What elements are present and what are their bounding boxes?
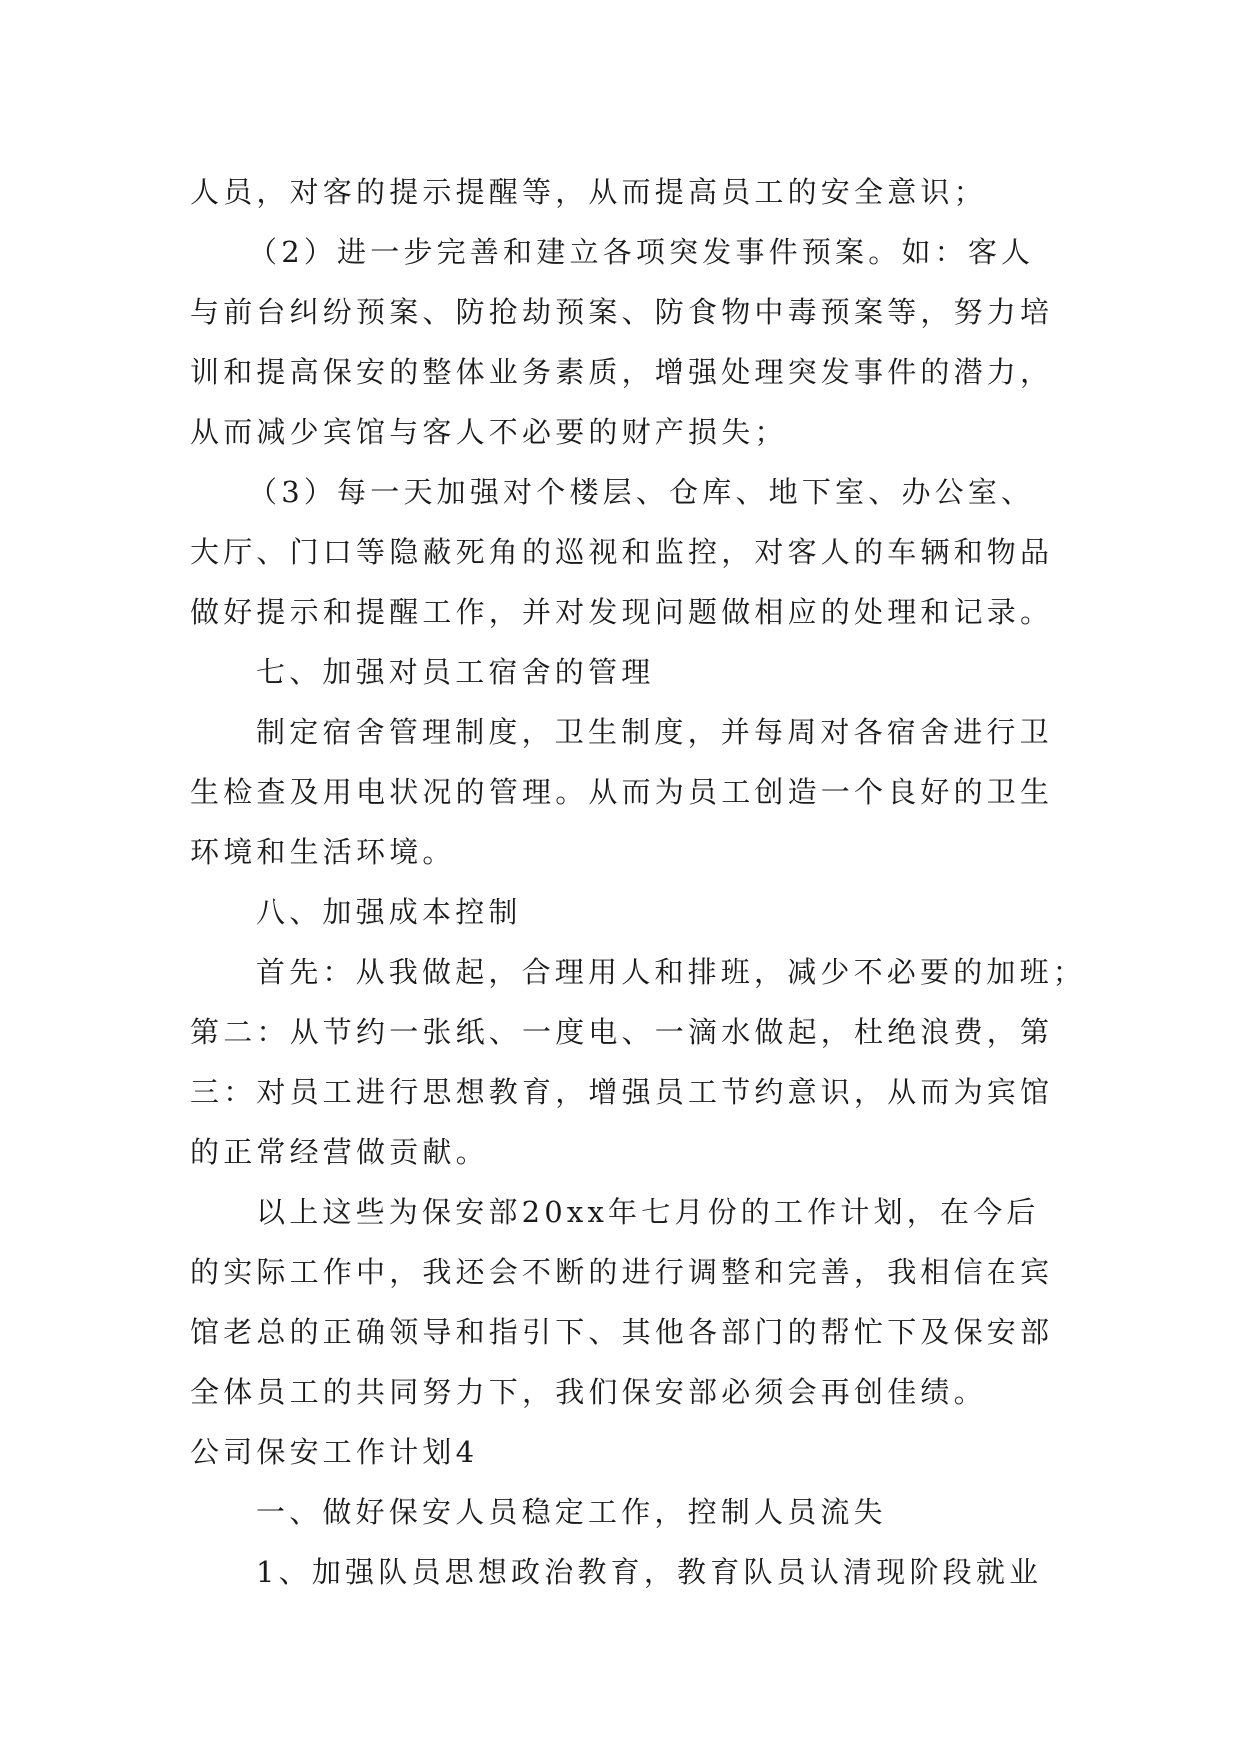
paragraph-line: 馆老总的正确领导和指引下、其他各部门的帮忙下及保安部 bbox=[190, 1315, 1054, 1349]
document-body bbox=[190, 162, 1087, 1602]
paragraph-line: （3）每一天加强对个楼层、仓库、地下室、办公室、 bbox=[248, 475, 1035, 509]
paragraph-line: 以上这些为保安部20xx年七月份的工作计划，在今后 bbox=[256, 1195, 1040, 1229]
paragraph-line: 全体员工的共同努力下，我们保安部必须会再创佳绩。 bbox=[190, 1375, 987, 1409]
paragraph-line: 的正常经营做贡献。 bbox=[190, 1135, 489, 1169]
paragraph-line: 生检查及用电状况的管理。从而为员工创造一个良好的卫生 bbox=[190, 775, 1054, 809]
document-title: 公司保安工作计划4 bbox=[190, 1435, 479, 1469]
paragraph-line: 与前台纠纷预案、防抢劫预案、防食物中毒预案等，努力培 bbox=[190, 295, 1054, 329]
paragraph-line: 制定宿舍管理制度，卫生制度，并每周对各宿舍进行卫 bbox=[256, 715, 1053, 749]
paragraph-line: 训和提高保安的整体业务素质，增强处理突发事件的潜力， bbox=[190, 355, 1054, 389]
paragraph-line: （2）进一步完善和建立各项突发事件预案。如：客人 bbox=[248, 235, 1035, 269]
paragraph-line: 从而减少宾馆与客人不必要的财产损失； bbox=[190, 415, 788, 449]
section-heading: 八、加强成本控制 bbox=[256, 895, 522, 929]
paragraph-line: 第二：从节约一张纸、一度电、一滴水做起，杜绝浪费，第 bbox=[190, 1015, 1054, 1049]
paragraph-line: 人员，对客的提示提醒等，从而提高员工的安全意识； bbox=[190, 175, 987, 209]
paragraph-line: 大厅、门口等隐蔽死角的巡视和监控，对客人的车辆和物品 bbox=[190, 535, 1054, 569]
section-heading: 一、做好保安人员稳定工作，控制人员流失 bbox=[256, 1495, 887, 1529]
paragraph-line: 三：对员工进行思想教育，增强员工节约意识，从而为宾馆 bbox=[190, 1075, 1054, 1109]
paragraph-line: 首先：从我做起，合理用人和排班，减少不必要的加班； bbox=[256, 955, 1087, 989]
paragraph-line: 环境和生活环境。 bbox=[190, 835, 456, 869]
paragraph-line: 1、加强队员思想政治教育，教育队员认清现阶段就业 bbox=[256, 1555, 1043, 1589]
section-heading: 七、加强对员工宿舍的管理 bbox=[256, 655, 655, 689]
paragraph-line: 做好提示和提醒工作，并对发现问题做相应的处理和记录。 bbox=[190, 595, 1054, 629]
paragraph-line: 的实际工作中，我还会不断的进行调整和完善，我相信在宾 bbox=[190, 1255, 1054, 1289]
